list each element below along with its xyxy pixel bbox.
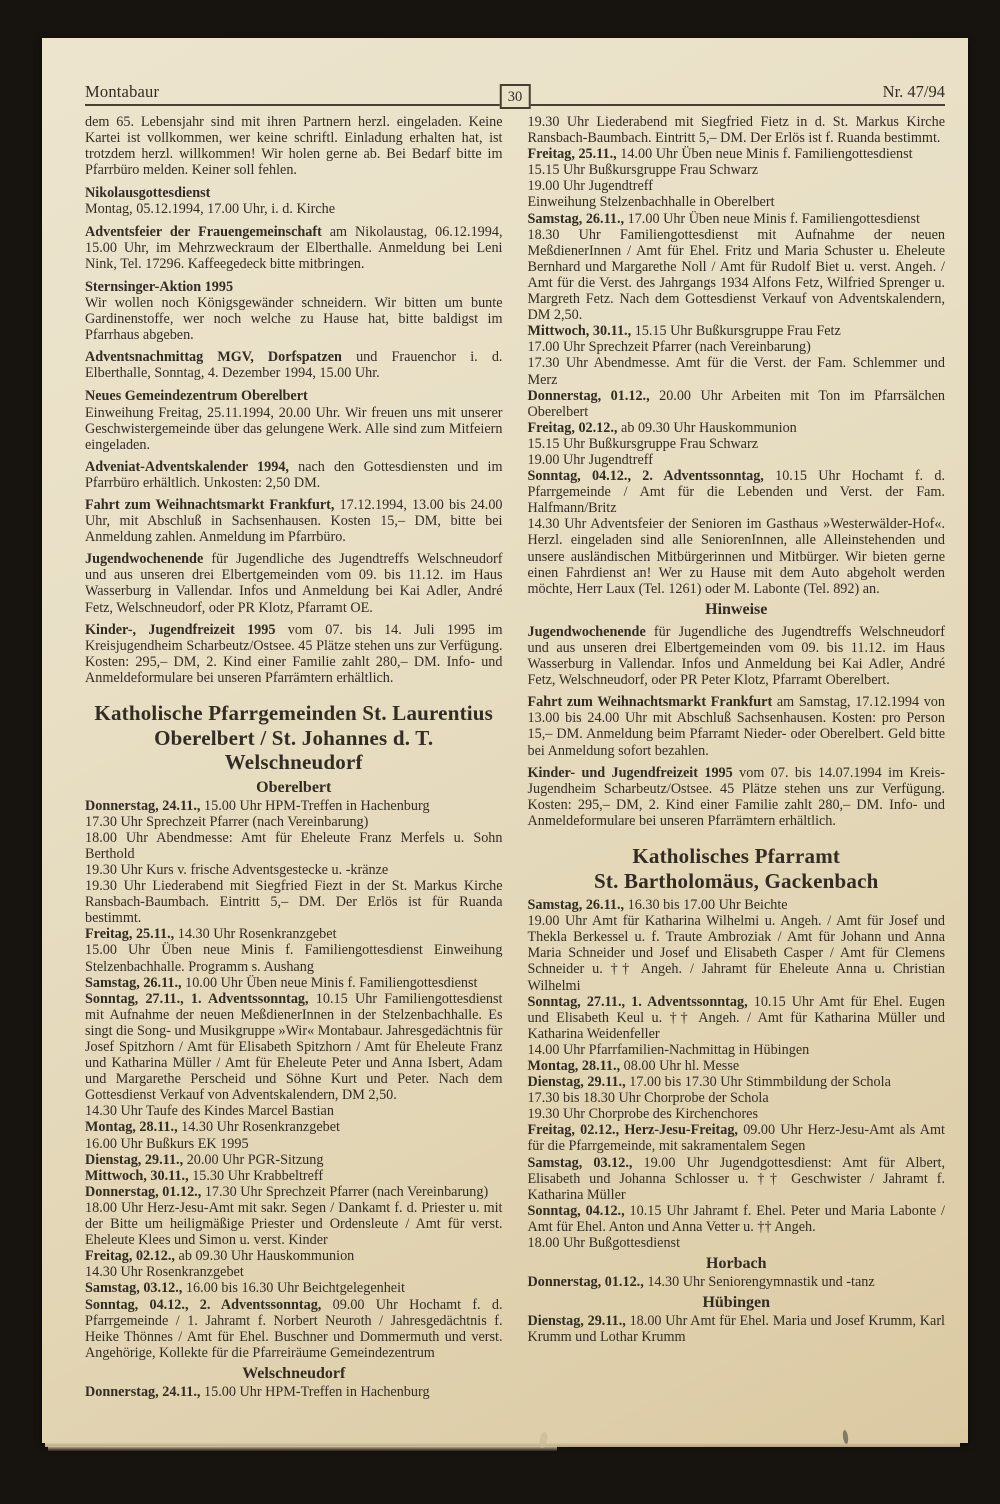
schedule-line: 18.00 Uhr Bußgottesdienst	[527, 1235, 681, 1251]
subsection-heading: Hübingen	[702, 1294, 771, 1312]
schedule-line: 19.30 Uhr Kurs v. frische Adventsgestecke u. -kränze	[85, 861, 389, 878]
right-column	[528, 114, 946, 1400]
announcement: Jugendwochenende für Jugendliche des Jugendtreffs Welschneudorf und aus unseren drei Elbertgemeinden vom 09. bis 11.12. im Haus Wasserburg in Vallendar. Infos und Anmeldung bei Kai Adler, André Fetz, Welschneudorf, oder PR Peter Klotz, Pfarramt Oberelbert.	[527, 623, 945, 689]
schedule-line: 17.00 Uhr Sprechzeit Pfarrer (nach Vereinbarung)	[527, 339, 811, 356]
schedule-line: Einweihung Freitag, 25.11.1994, 20.00 Uhr. Wir freuen uns mit unserer Geschwistergemeinde über das gelungene Werk. Alle sind zum Mitfeiern eingeladen.	[85, 404, 503, 453]
schedule-line: 15.15 Uhr Bußkursgruppe Frau Schwarz	[527, 162, 759, 179]
announcement: Kinder-, Jugendfreizeit 1995 vom 07. bis 14. Juli 1995 im Kreisjugendheim Scharbeutz/Ostsee. 45 Plätze stehen uns zur Verfügung. Kosten: 295,– DM, 2. Kind einer Familie zahlt 280,– DM. Info- und Anmeldeformulare bei unseren Pfarrämtern erhältlich.	[85, 621, 503, 686]
schedule-line: Einweihung Stelzenbachhalle in Oberelbert	[527, 194, 775, 211]
page-header	[85, 82, 945, 106]
schedule-line: Donnerstag, 01.12., 14.30 Uhr Seniorengymnastik und -tanz	[527, 1274, 875, 1291]
newsletter-page	[42, 38, 968, 1443]
schedule-line: Donnerstag, 01.12., 20.00 Uhr Arbeiten mit Ton im Pfarrsälchen Oberelbert	[527, 387, 945, 420]
schedule-line: Dienstag, 29.11., 18.00 Uhr Amt für Ehel. Maria und Josef Krumm, Karl Krumm und Lothar Krumm	[527, 1313, 945, 1346]
schedule-line: 17.30 bis 18.30 Uhr Chorprobe der Schola	[527, 1090, 769, 1107]
schedule-line: 19.00 Uhr Jugendtreff	[527, 451, 653, 468]
schedule-line: Donnerstag, 24.11., 15.00 Uhr HPM-Treffen in Hachenburg	[85, 797, 430, 814]
schedule-line: Mittwoch, 30.11., 15.15 Uhr Bußkursgruppe Frau Fetz	[527, 323, 841, 340]
text-columns	[85, 114, 945, 1400]
schedule-line: dem 65. Lebensjahr sind mit ihren Partnern herzl. eingeladen. Keine Kartei ist vollkommen, wer keine schriftl. Einladung erhalten hat, ist trotzdem herzl. willkommen! Wir holen gerne ab. Bei Bedarf bitte im Pfarrbüro melden. Keiner soll fehlen.	[85, 114, 503, 179]
schedule-line: Freitag, 25.11., 14.00 Uhr Üben neue Minis f. Familiengottesdienst	[527, 146, 913, 163]
schedule-line: 18.00 Uhr Abendmesse: Amt für Eheleute Franz Merfels u. Sohn Berthold	[85, 829, 503, 862]
schedule-line: Montag, 28.11., 14.30 Uhr Rosenkranzgebet	[85, 1119, 340, 1136]
header-location: Montabaur	[85, 82, 160, 101]
announcement-title: Neues Gemeindezentrum Oberelbert	[85, 388, 308, 405]
schedule-line: Freitag, 02.12., Herz-Jesu-Freitag, 09.00 Uhr Herz-Jesu-Amt als Amt für die Pfarrgemeinde, mit sakramentalem Segen	[527, 1122, 945, 1155]
schedule-line: 19.30 Uhr Liederabend mit Siegfried Fietz in d. St. Markus Kirche Ransbach-Baumbach. Eintritt 5,– DM. Der Erlös ist f. Ruanda bestimmt.	[527, 114, 945, 147]
schedule-line: 17.30 Uhr Abendmesse. Amt für die Verst. der Fam. Schlemmer und Merz	[527, 355, 945, 388]
schedule-line: 14.30 Uhr Adventsfeier der Senioren im Gasthaus »Westerwälder-Hof«. Herzl. eingeladen sind alle SeniorenInnen, alle Alleinstehenden und unsere ausländischen Mitbürgerinnen und Mitbürger. Wir bieten gerne einen Fahrdienst an! Wer zu Hause mit dem Auto abgeholt werden möchte, Herr Laux (Tel. 1261) oder M. Labonte (Tel. 892) an.	[527, 516, 945, 597]
schedule-line: Samstag, 26.11., 16.30 bis 17.00 Uhr Beichte	[527, 897, 788, 914]
schedule-line: Samstag, 26.11., 17.00 Uhr Üben neue Minis f. Familiengottesdienst	[527, 210, 920, 227]
subsection-heading: Oberelbert	[256, 778, 332, 796]
announcement: Fahrt zum Weihnachtsmarkt Frankfurt am Samstag, 17.12.1994 von 13.00 bis 24.00 Uhr mit Abschluß Sachsenhausen. Kosten: pro Person 15,– DM. Anmeldung beim Pfarramt Nieder- oder Oberelbert. Geld bitte bei Anmeldung sofort bezahlen.	[527, 694, 945, 759]
schedule-line: 19.00 Uhr Jugendtreff	[527, 178, 653, 195]
schedule-line: 19.30 Uhr Liederabend mit Siegfried Fiezt in der St. Markus Kirche Ransbach-Baumbach. Eintritt 5,– DM. Der Erlös ist für Ruanda bestimmt.	[85, 878, 503, 927]
schedule-line: 17.30 Uhr Sprechzeit Pfarrer (nach Vereinbarung)	[85, 813, 369, 830]
schedule-line: Mittwoch, 30.11., 15.30 Uhr Krabbeltreff	[85, 1167, 324, 1184]
schedule-line: Dienstag, 29.11., 20.00 Uhr PGR-Sitzung	[85, 1151, 324, 1168]
page-number: 30	[500, 84, 531, 110]
subsection-heading: Hinweise	[705, 600, 768, 618]
schedule-line: Sonntag, 04.12., 2. Adventssonntag, 09.00 Uhr Hochamt f. d. Pfarrgemeinde / 1. Jahramt f. Norbert Neuroth / Jahresgedächtnis f. Heike Thönnes / Amt für Ehel. Buschner und Dommermuth und verst. Angehörige, Kollekte für die Pfarreiräume Gemeindezentrum	[85, 1296, 503, 1361]
schedule-line: Wir wollen noch Königsgewänder schneidern. Wir bitten um bunte Gardinenstoffe, wer noch welche zu Hause hat, bitte baldigst im Pfarrhaus abgeben.	[85, 294, 503, 344]
subsection-heading: Horbach	[706, 1255, 767, 1273]
schedule-line: 18.00 Uhr Herz-Jesu-Amt mit sakr. Segen / Dankamt f. d. Priester u. mit der Bitte um heiligmäßige Priester und Ordensleute / Amt für verst. Eheleute Klees und Simon u. verst. Kinder	[85, 1199, 503, 1249]
announcement: Kinder- und Jugendfreizeit 1995 vom 07. bis 14.07.1994 im Kreis-Jugendheim Scharbeutz/Ostsee. 45 Plätze stehen uns zur Verfügung. Kosten: 295,– DM, 2. Kind einer Familie zahlt 280,– DM. Info- und Anmeldeformulare bei unseren Pfarrämtern erhältlich.	[527, 764, 945, 829]
announcement-title: Nikolausgottesdienst	[85, 185, 211, 202]
schedule-line: 15.15 Uhr Bußkursgruppe Frau Schwarz	[527, 435, 759, 452]
announcement: Fahrt zum Weihnachtsmarkt Frankfurt, 17.12.1994, 13.00 bis 24.00 Uhr, mit Abschluß in Sachsenhausen. Kosten 15,– DM, bitte bei Anmeldung zahlen. Anmeldung im Pfarrbüro.	[85, 496, 503, 546]
left-column	[85, 114, 503, 1400]
schedule-line: Freitag, 02.12., ab 09.30 Uhr Hauskommunion	[85, 1248, 355, 1265]
schedule-line: Donnerstag, 24.11., 15.00 Uhr HPM-Treffen in Hachenburg	[85, 1383, 430, 1400]
subsection-heading: Welschneudorf	[242, 1364, 346, 1382]
announcement: Jugendwochenende für Jugendliche des Jugendtreffs Welschneudorf und aus unseren drei Elbertgemeinden vom 09. bis 11.12. im Haus Wasserburg in Vallendar. Infos und Anmeldung bei Kai Adler, André Fetz, Welschneudorf, oder PR Klotz, Pfarramt OE.	[85, 551, 503, 616]
schedule-line: Sonntag, 04.12., 2. Adventssonntag, 10.15 Uhr Hochamt f. d. Pfarrgemeinde / Amt für die Lebenden und Verst. der Fam. Halfmann/Britz	[527, 468, 945, 517]
schedule-line: Samstag, 26.11., 10.00 Uhr Üben neue Minis f. Familiengottesdienst	[85, 974, 478, 991]
schedule-line: 19.30 Uhr Chorprobe des Kirchenchores	[527, 1106, 758, 1123]
schedule-line: Freitag, 02.12., ab 09.30 Uhr Hauskommunion	[527, 419, 797, 436]
schedule-line: 15.00 Uhr Üben neue Minis f. Familiengottesdienst Einweihung Stelzenbachhalle. Programm s. Aushang	[85, 942, 503, 975]
schedule-line: Montag, 05.12.1994, 17.00 Uhr, i. d. Kirche	[85, 201, 336, 218]
header-issue-number: Nr. 47/94	[882, 82, 945, 101]
announcement-title: Sternsinger-Aktion 1995	[85, 278, 234, 295]
schedule-line: Sonntag, 27.11., 1. Adventssonntag, 10.15 Uhr Amt für Ehel. Eugen und Elisabeth Keul u. †† Angeh. / Amt für Katharina Müller und Katharina Weidenfeller	[527, 993, 945, 1042]
announcement: Adventsnachmittag MGV, Dorfspatzen und Frauenchor i. d. Elberthalle, Sonntag, 4. Dezember 1994, 15.00 Uhr.	[85, 349, 503, 382]
schedule-line: 19.00 Uhr Amt für Katharina Wilhelmi u. Angeh. / Amt für Josef und Thekla Berkessel u. f. Traute Ambroziak / Amt für Johann und Anna Maria Schneider und Josef und Elisabeth Casper / Amt für Clemens Schneider u. †† Angeh. / Jahramt für Eheleute Anna u. Christian Wilhelmi	[527, 913, 945, 994]
announcement: Adveniat-Adventskalender 1994, nach den Gottesdiensten und im Pfarrbüro erhältlich. Unkosten: 2,50 DM.	[85, 458, 503, 491]
schedule-line: Montag, 28.11., 08.00 Uhr hl. Messe	[527, 1057, 740, 1074]
schedule-line: 18.30 Uhr Familiengottesdienst mit Aufnahme der neuen MeßdienerInnen / Amt für Ehel. Fritz und Maria Schuster u. Eheleute Bernhard und Margarethe Noll / Amt für Rudolf Biet u. verst. Angeh. / Amt für die Verst. des Jahrgangs 1934 Alfons Fetz, Wilfried Sprenger u. Margreth Fetz. Nach dem Gottesdienst Verkauf von Adventskalendern, DM 2,50.	[527, 226, 945, 324]
announcement: Adventsfeier der Frauengemeinschaft am Nikolaustag, 06.12.1994, 15.00 Uhr, im Mehrzweckraum der Elberthalle. Anmeldung bei Leni Nink, Tel. 17296. Kaffeegedeck bitte mitbringen.	[85, 223, 503, 272]
schedule-line: 14.00 Uhr Pfarrfamilien-Nachmittag in Hübingen	[527, 1041, 810, 1058]
schedule-line: Freitag, 25.11., 14.30 Uhr Rosenkranzgebet	[85, 926, 337, 943]
schedule-line: Samstag, 03.12., 16.00 bis 16.30 Uhr Beichtgelegenheit	[85, 1280, 405, 1297]
schedule-line: Dienstag, 29.11., 17.00 bis 17.30 Uhr Stimmbildung der Schola	[527, 1074, 891, 1091]
schedule-line: Samstag, 03.12., 19.00 Uhr Jugendgottesdienst: Amt für Albert, Elisabeth und Johanna Schlosser u. †† Geschwister / Jahramt f. Katharina Müller	[527, 1154, 945, 1203]
schedule-line: 16.00 Uhr Bußkurs EK 1995	[85, 1135, 249, 1152]
schedule-line: 14.30 Uhr Taufe des Kindes Marcel Bastian	[85, 1103, 334, 1120]
schedule-line: Sonntag, 04.12., 10.15 Uhr Jahramt f. Ehel. Peter und Maria Labonte / Amt für Ehel. Anton und Anna Vetter u. †† Angeh.	[527, 1202, 945, 1235]
schedule-line: 14.30 Uhr Rosenkranzgebet	[85, 1264, 244, 1281]
section-heading: Katholisches Pfarramt St. Bartholomäus, Gackenbach	[594, 844, 879, 893]
section-heading: Katholische Pfarrgemeinden St. Laurentius Oberelbert / St. Johannes d. T. Welschneudorf	[94, 701, 494, 774]
schedule-line: Donnerstag, 01.12., 17.30 Uhr Sprechzeit Pfarrer (nach Vereinbarung)	[85, 1183, 489, 1200]
schedule-line: Sonntag, 27.11., 1. Adventssonntag, 10.15 Uhr Familiengottesdienst mit Aufnahme der neuen MeßdienerInnen in der Stelzenbachhalle. Es singt die Song- und Musikgruppe »Wir« Montabaur. Jahresgedächtnis für Josef Spitzhorn / Amt für Elisabeth Spitzhorn / Amt für Eheleute Franz und Katharina Müller / Amt für Eheleute Peter und Anna Isbert, Adam und Margarethe Perscheid und Söhne Kurt und Peter. Nach dem Gottesdienst Verkauf von Adventskalendern, DM 2,50.	[85, 990, 503, 1104]
